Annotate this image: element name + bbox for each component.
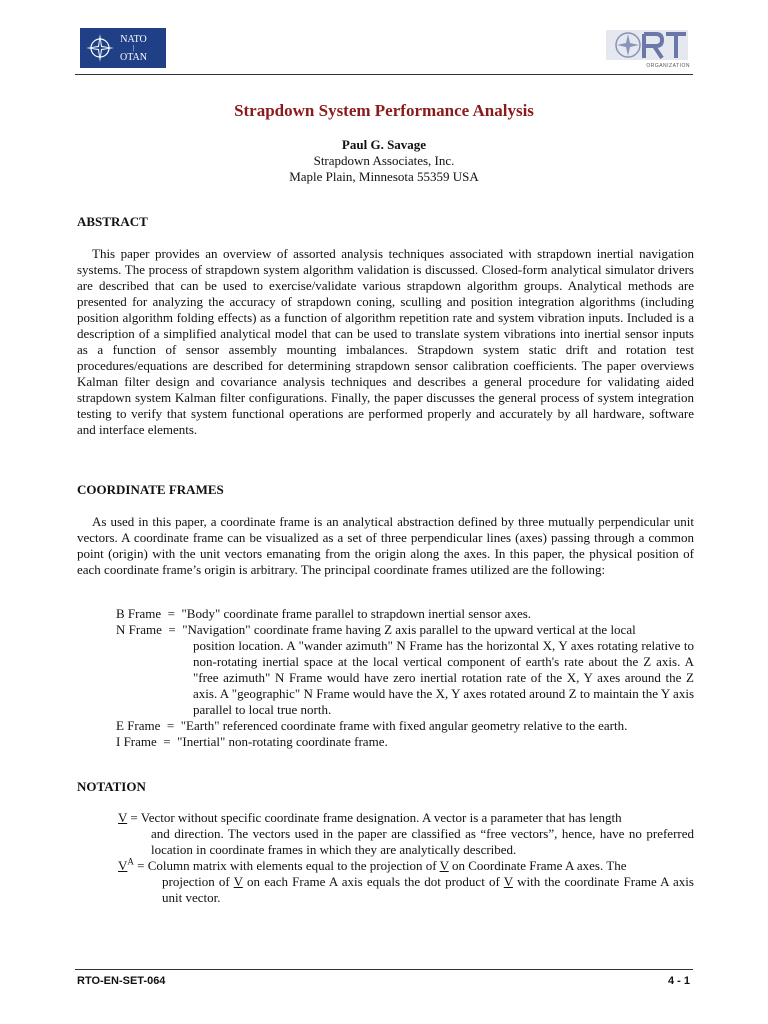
- notation-section: [77, 779, 694, 795]
- rto-logo-caption: ORGANIZATION: [646, 63, 690, 69]
- vector-symbol: V: [233, 874, 243, 889]
- vector-symbol: V: [439, 858, 449, 873]
- coordinate-frames-heading: COORDINATE FRAMES: [77, 482, 224, 497]
- frame-definition-n: [116, 622, 694, 718]
- notation-item-vector: [118, 810, 694, 858]
- abstract-paragraph: This paper provides an overview of assorted analysis techniques associated with strapdown inertial navigation systems. The process of strapdown system algorithm validation is discussed. Closed-form analytical simulator drivers are described that can be used to exercise/validate various strapdown algorithm groups. Analytical methods are presented for analyzing the accuracy of strapdown coning, sculling and position integration algorithms (including position algorithm folding effects) as a function of algorithm repetition rate and system vibration inputs. Included is a description of a simplified analytical model that can be used to translate system vibrations into inertial sensor inputs as a function of sensor assembly mounting imbalances. Strapdown system static drift and rotation test procedures/equations are described for determining strapdown sensor calibration coefficients. The paper overviews Kalman filter design and covariance analysis techniques and describes a general procedure for validating aided strapdown system Kalman filter configurations. Finally, the paper discusses the general process of system integration testing to verify that system functional operations are performed properly and accurately by all hardware, software and interface elements.: [77, 246, 694, 437]
- nato-logo-text-top: NATO: [120, 33, 147, 45]
- frame-definition-b: [116, 606, 694, 622]
- notation-definition-part: = Column matrix with elements equal to the projection of: [133, 858, 440, 873]
- frame-label: E Frame =: [116, 718, 181, 733]
- frame-description-continued: position location. A "wander azimuth" N Frame has the horizontal X, Y axes rotating relative to non-rotating inertial space at the local vertical component of earth's rate about the Z axis. A "free azimuth" N Frame would have zero inertial rotation rate of the X, Y axes around the Z axis. A "geographic" N Frame would have the X, Y axes rotated around Z to maintain the Y axis parallel to local true north.: [193, 638, 694, 717]
- frame-label: B Frame =: [116, 606, 182, 621]
- vector-symbol: V: [118, 858, 128, 873]
- nato-logo: NATO | OTAN: [80, 28, 166, 68]
- notation-heading: NOTATION: [77, 779, 146, 794]
- notation-definition: = Vector without specific coordinate frame designation. A vector is a parameter that has length: [127, 810, 622, 825]
- header-divider: [75, 74, 693, 75]
- author-name: Paul G. Savage: [341, 137, 427, 152]
- footer-divider: [75, 969, 693, 970]
- rto-emblem-icon: [604, 26, 690, 64]
- frame-description: "Inertial" non-rotating coordinate frame.: [177, 734, 388, 749]
- notation-item-column-matrix: [118, 858, 694, 906]
- notation-definition-continued: projection of V on each Frame A axis equals the dot product of V with the coordinate Frame A axis unit vector.: [162, 874, 694, 905]
- notation-definition-part: on Coordinate Frame A axes. The: [448, 858, 627, 873]
- frame-superscript: A: [127, 856, 134, 867]
- author-address: Maple Plain, Minnesota 55359 USA: [289, 169, 479, 184]
- frame-label: I Frame =: [116, 734, 178, 749]
- rto-logo: [604, 26, 690, 72]
- vector-symbol: V: [503, 874, 513, 889]
- author-affiliation: Strapdown Associates, Inc.: [313, 153, 455, 168]
- frame-label: N Frame =: [116, 622, 183, 637]
- frame-description: "Body" coordinate frame parallel to strapdown inertial sensor axes.: [181, 606, 532, 621]
- frame-definition-i: [116, 734, 694, 750]
- coordinate-frames-intro: As used in this paper, a coordinate frame is an analytical abstraction defined by three mutually perpendicular unit vectors. A coordinate frame can be visualized as a set of three perpendicular lines (axes) passing through a common point (origin) with the unit vectors emanating from the origin along the axes. In this paper, the physical position of each coordinate frame’s origin is arbitrary. The principal coordinate frames utilized are the following:: [77, 514, 694, 577]
- page-number: 4 - 1: [667, 975, 690, 987]
- abstract-section: [77, 214, 694, 438]
- notation-definition-continued: and direction. The vectors used in the paper are classified as “free vectors”, hence, have no preferred location in coordinate frames in which they are analytically described.: [151, 826, 694, 857]
- nato-logo-text-bottom: OTAN: [120, 51, 147, 63]
- notation-list: [118, 810, 694, 906]
- frame-definition-e: [116, 718, 694, 734]
- coordinate-frames-section: [77, 482, 694, 578]
- abstract-heading: ABSTRACT: [77, 214, 148, 229]
- document-id: RTO-EN-SET-064: [77, 975, 166, 987]
- frame-definition-list: [116, 606, 694, 750]
- paper-title: Strapdown System Performance Analysis: [234, 101, 534, 120]
- nato-compass-star-icon: [80, 28, 120, 68]
- frame-description: "Navigation" coordinate frame having Z axis parallel to the upward vertical at the local: [182, 622, 636, 637]
- author-block: [0, 137, 768, 185]
- frame-description: "Earth" referenced coordinate frame with fixed angular geometry relative to the earth.: [180, 718, 628, 733]
- vector-symbol: V: [118, 810, 128, 825]
